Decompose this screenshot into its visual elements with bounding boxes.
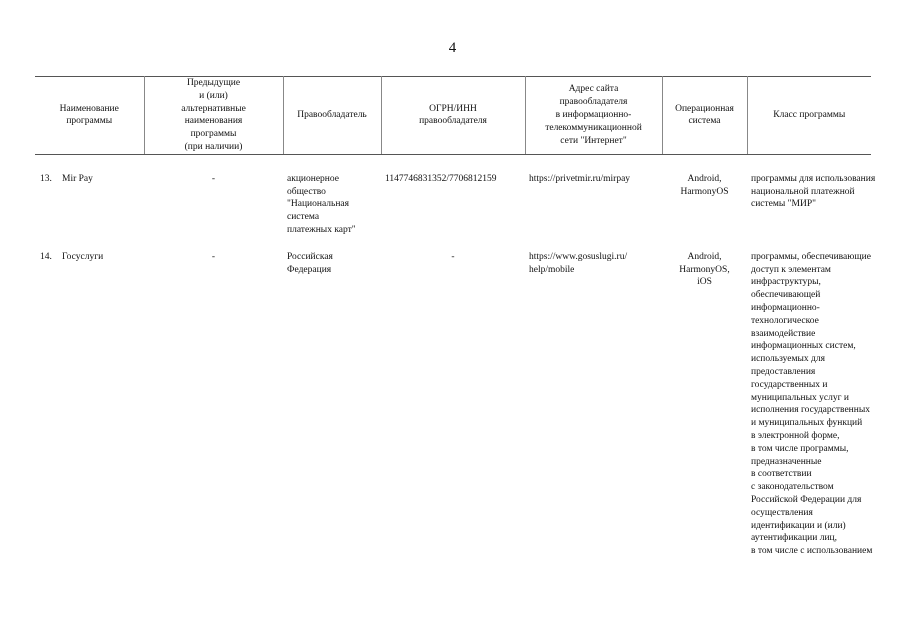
previous-names-cell: - — [211, 251, 216, 262]
software-registry-table — [35, 76, 876, 558]
site-address-cell — [525, 237, 662, 558]
program-name: Госуслуги — [62, 251, 104, 262]
program-class-cell: программы, обеспечивающие доступ к элементам инфраструктуры, обеспечивающей информационно- технологическое взаимодействие информационных систем, используемых для предоставления государственных и муниципальных услуг и исполнения государственных и муниципальных функций в электронной форме, в том числе программы, предназначенные в соответствии с законодательством Российской Федерации для осуществления идентификации и (или) аутентификации лиц, в том числе с использованием — [751, 251, 873, 557]
row-number: 14. — [40, 251, 52, 262]
owner-cell: Российская Федерация — [287, 251, 333, 275]
program-name-cell — [35, 237, 144, 558]
header-previous-names: Предыдущие и (или) альтернативные наименования программы (при наличии) — [144, 77, 283, 155]
page-number: 4 — [448, 40, 457, 56]
header-site-address: Адрес сайта правообладателя в информационно- телекоммуникационной сети "Интернет" — [525, 77, 662, 155]
table-header-row — [35, 77, 871, 155]
ogrn-inn-cell: - — [451, 251, 455, 262]
site-link-continued[interactable]: help/mobile — [529, 264, 575, 275]
program-class-cell: программы для использования национальной платежной системы "МИР" — [751, 173, 876, 210]
program-name: Mir Pay — [62, 173, 93, 184]
header-program-name: Наименование программы — [35, 77, 144, 155]
ogrn-inn-cell: 1147746831352/7706812159 — [385, 173, 497, 184]
header-operating-system: Операционная система — [662, 77, 747, 155]
row-number: 13. — [40, 173, 52, 184]
operating-system-cell: Android, HarmonyOS, iOS — [679, 251, 730, 288]
header-owner: Правообладатель — [283, 77, 381, 155]
site-link[interactable]: https://www.gosuslugi.ru/ — [529, 251, 628, 262]
site-address-cell — [525, 154, 662, 236]
header-ogrn-inn: ОГРН/ИНН правообладателя — [381, 77, 525, 155]
table-row — [35, 154, 871, 236]
header-program-class: Класс программы — [747, 77, 871, 155]
previous-names-cell: - — [211, 173, 216, 184]
owner-cell: акционерное общество "Национальная система платежных карт" — [287, 173, 356, 235]
program-name-cell — [35, 154, 144, 236]
site-link[interactable]: https://privetmir.ru/mirpay — [529, 173, 631, 184]
table-row — [35, 237, 871, 558]
operating-system-cell: Android, HarmonyOS — [680, 173, 729, 197]
